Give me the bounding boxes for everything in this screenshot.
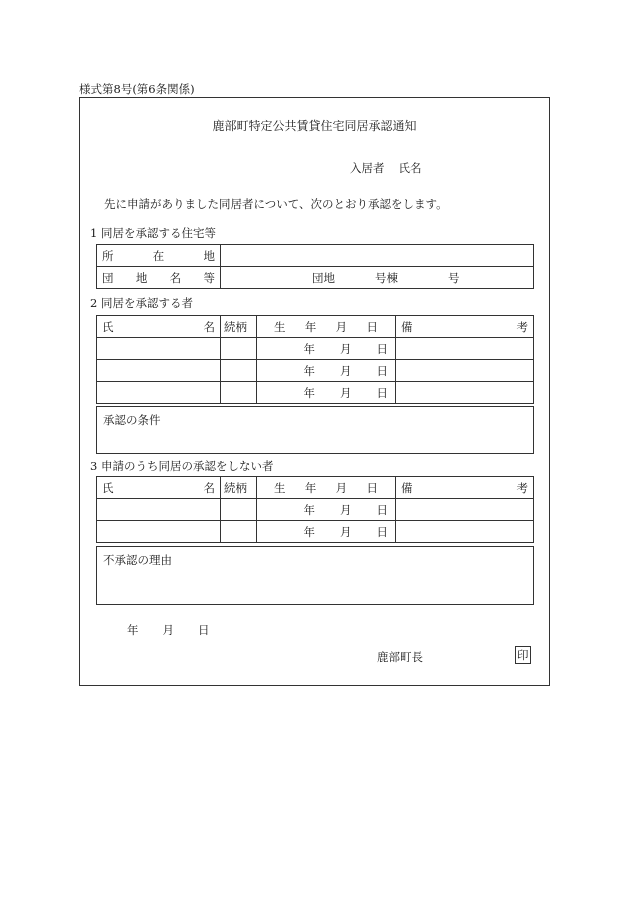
table-header-row	[97, 316, 534, 338]
remarks-header: 備 考	[396, 316, 534, 338]
birthdate-cell[interactable]: 年 月 日	[257, 338, 396, 360]
birthdate-header: 生 年 月 日	[257, 477, 396, 499]
remarks-header: 備 考	[396, 477, 534, 499]
rejection-reason-label: 不承認の理由	[103, 553, 172, 567]
housing-table	[96, 244, 534, 289]
name-header: 氏 名	[97, 477, 221, 499]
resident-name-label: 氏名	[398, 161, 422, 175]
section1-heading: 1 同居を承認する住宅等	[90, 226, 216, 240]
table-row	[97, 499, 534, 521]
intro-text: 先に申請がありました同居者について、次のとおり承認をします。	[104, 197, 448, 211]
remarks-cell[interactable]	[396, 382, 534, 404]
table-row	[97, 267, 534, 289]
document-title: 鹿部町特定公共賃貸住宅同居承認通知	[212, 119, 417, 133]
birthdate-cell[interactable]: 年 月 日	[257, 360, 396, 382]
name-cell[interactable]	[97, 338, 221, 360]
table-header-row	[97, 477, 534, 499]
birthdate-header: 生 年 月 日	[257, 316, 396, 338]
rejection-reason-box[interactable]	[96, 546, 534, 605]
name-cell[interactable]	[97, 382, 221, 404]
approval-conditions-box[interactable]	[96, 406, 534, 454]
relation-cell[interactable]	[221, 382, 257, 404]
section2-heading: 2 同居を承認する者	[90, 296, 193, 310]
birthdate-cell[interactable]: 年 月 日	[257, 499, 396, 521]
location-value[interactable]	[221, 245, 534, 267]
birthdate-cell[interactable]: 年 月 日	[257, 382, 396, 404]
table-row	[97, 338, 534, 360]
table-row	[97, 382, 534, 404]
form-number-label: 様式第8号(第6条関係)	[79, 82, 195, 96]
seal-mark: 印	[517, 648, 529, 662]
table-row	[97, 360, 534, 382]
issue-date: 年 月 日	[127, 623, 210, 637]
remarks-cell[interactable]	[396, 521, 534, 543]
resident-line	[350, 160, 436, 176]
relation-cell[interactable]	[221, 499, 257, 521]
mayor-title: 鹿部町長	[377, 650, 423, 664]
relation-cell[interactable]	[221, 338, 257, 360]
rejected-persons-table	[96, 476, 534, 543]
resident-label: 入居者	[350, 161, 385, 175]
table-row	[97, 521, 534, 543]
relation-header: 続柄	[221, 316, 257, 338]
table-row	[97, 245, 534, 267]
location-label: 所 在 地	[97, 245, 221, 267]
notice-form	[79, 97, 550, 686]
remarks-cell[interactable]	[396, 499, 534, 521]
remarks-cell[interactable]	[396, 338, 534, 360]
approval-conditions-label: 承認の条件	[103, 413, 161, 427]
relation-cell[interactable]	[221, 360, 257, 382]
name-cell[interactable]	[97, 360, 221, 382]
name-header: 氏 名	[97, 316, 221, 338]
relation-cell[interactable]	[221, 521, 257, 543]
approved-persons-table	[96, 315, 534, 404]
birthdate-cell[interactable]: 年 月 日	[257, 521, 396, 543]
complex-name-label: 団 地 名 等	[97, 267, 221, 289]
name-cell[interactable]	[97, 499, 221, 521]
section3-heading: 3 申請のうち同居の承認をしない者	[90, 459, 274, 473]
name-cell[interactable]	[97, 521, 221, 543]
relation-header: 続柄	[221, 477, 257, 499]
complex-name-value[interactable]: 団地 号棟 号	[221, 267, 534, 289]
remarks-cell[interactable]	[396, 360, 534, 382]
